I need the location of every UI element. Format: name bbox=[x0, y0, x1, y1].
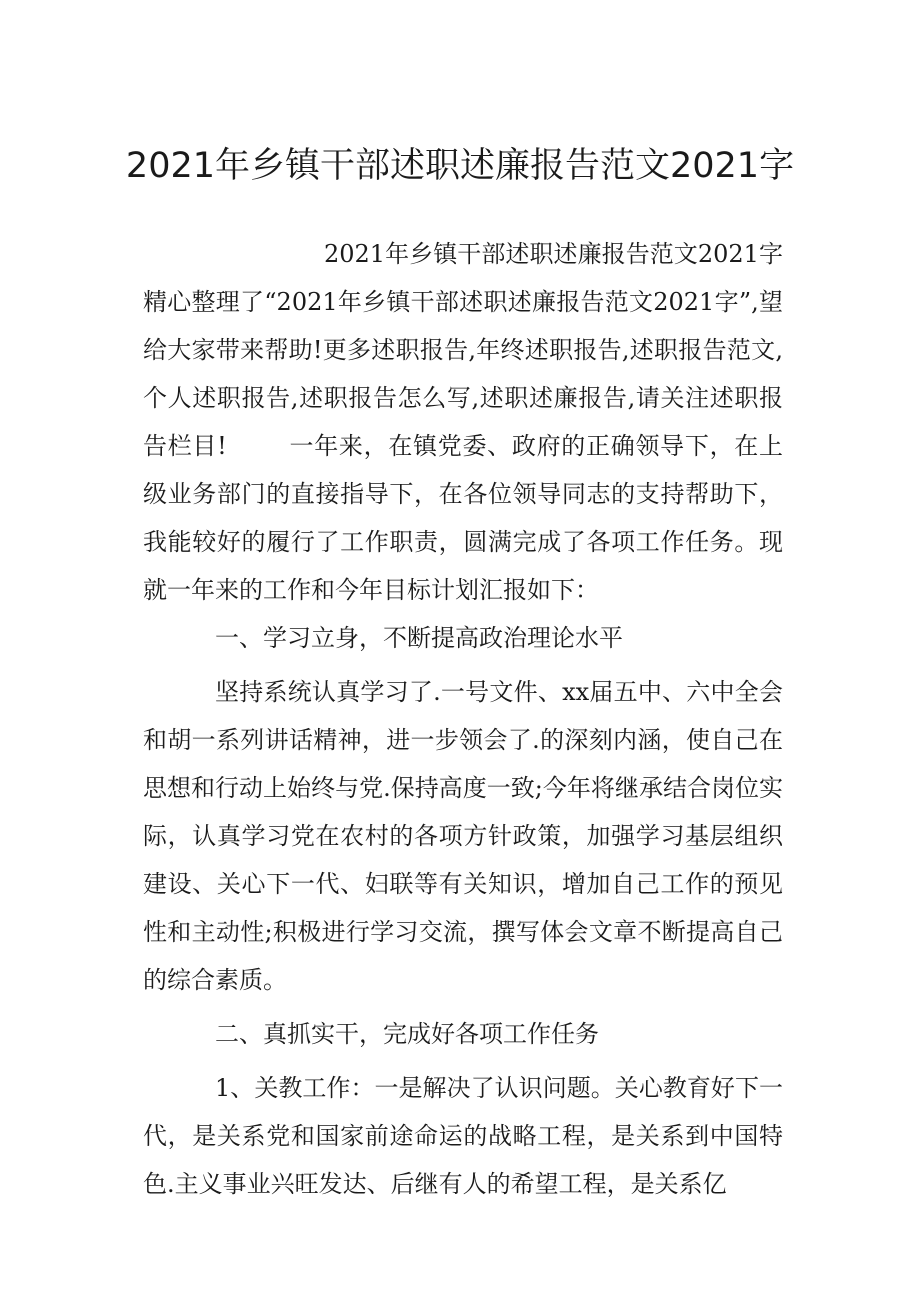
intro-text: 2021年乡镇干部述职述廉报告范文2021字精心整理了“2021年乡镇干部述职述廉报告范文2021字”,望给大家带来帮助!更多述职报告,年终述职报告,述职报告范文,个人述职报告,述职报告怎么写,述职述廉报告,请关注述职报告栏目! bbox=[143, 240, 783, 460]
section2-heading: 二、真抓实干，完成好各项工作任务 bbox=[215, 1020, 599, 1048]
section1-body: 坚持系统认真学习了.一号文件、xx届五中、六中全会和胡一系列讲话精神，进一步领会了.的深刻内涵，使自己在思想和行动上始终与党.保持高度一致;今年将继承结合岗位实际，认真学习党在农村的各项方针政策，加强学习基层组织建设、关心下一代、妇联等有关知识，增加自己工作的预见性和主动性;积极进行学习交流，撰写体会文章不断提高自己的综合素质。 bbox=[143, 678, 783, 994]
section1-heading: 一、学习立身，不断提高政治理论水平 bbox=[215, 624, 623, 652]
intro-continuation: 一年来，在镇党委、政府的正确领导下，在上级业务部门的直接指导下，在各位领导同志的支持帮助下，我能较好的履行了工作职责，圆满完成了各项工作任务。现就一年来的工作和今年目标计划汇报如下： bbox=[143, 432, 783, 604]
section2-item1: 1、关教工作：一是解决了认识问题。关心教育好下一代，是关系党和国家前途命运的战略工程，是关系到中国特色.主义事业兴旺发达、后继有人的希望工程，是关系亿 bbox=[143, 1074, 783, 1198]
intro-paragraph bbox=[143, 230, 783, 614]
document-body bbox=[143, 230, 783, 1208]
document-title: 2021年乡镇干部述职述廉报告范文2021字 bbox=[125, 146, 795, 186]
